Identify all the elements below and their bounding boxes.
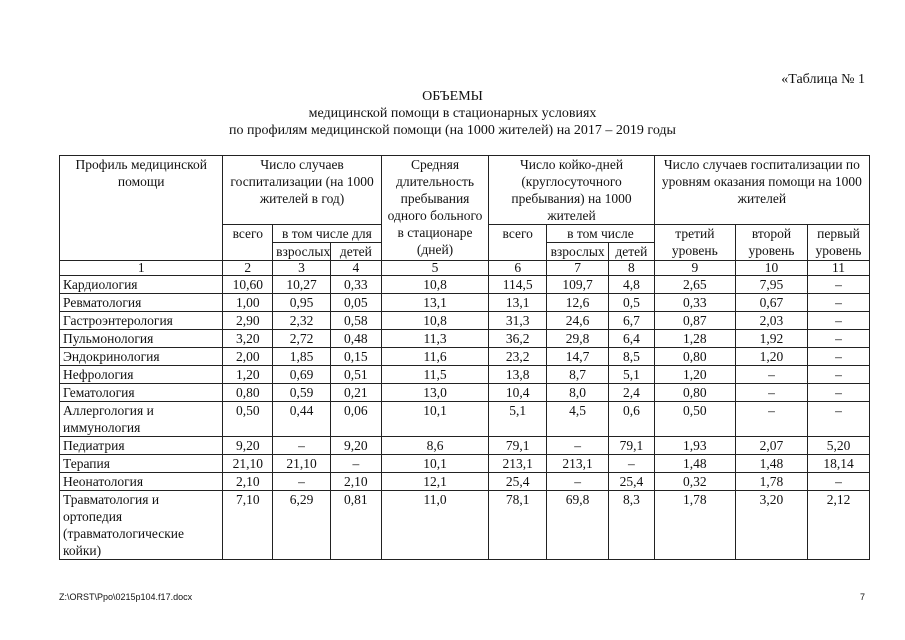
table-cell: 0,6 [609,402,655,437]
table-cell: 21,10 [223,455,273,473]
table-cell: 24,6 [547,312,609,330]
table-cell: 13,0 [381,384,489,402]
table-cell: 6,7 [609,312,655,330]
table-cell: 78,1 [489,491,547,560]
table-cell: 0,33 [654,294,735,312]
column-number: 9 [654,261,735,276]
page-number: 7 [859,592,865,602]
table-cell: 13,1 [381,294,489,312]
table-cell: 0,81 [330,491,381,560]
document-subtitle: медицинской помощи в стационарных условиях [308,106,597,121]
table-cell: 0,80 [654,348,735,366]
table-cell: 8,3 [609,491,655,560]
column-number: 7 [547,261,609,276]
row-profile-name: Гематология [60,384,223,402]
table-cell: 1,20 [735,348,807,366]
header-bed-days-adults: взрослых [547,243,609,261]
table-row [60,384,870,402]
header-avg-stay: Средняя длительность пребывания одного больного в стационаре (дней) [381,156,489,261]
table-cell: – [735,384,807,402]
table-cell: 0,50 [654,402,735,437]
table-cell: 11,0 [381,491,489,560]
table-cell: 8,7 [547,366,609,384]
table-cell: 10,8 [381,312,489,330]
table-row [60,294,870,312]
column-number: 10 [735,261,807,276]
table-cell: 0,05 [330,294,381,312]
row-profile-name: Педиатрия [60,437,223,455]
table-cell: 5,1 [609,366,655,384]
row-profile-name: Ревматология [60,294,223,312]
table-cell: 36,2 [489,330,547,348]
table-cell: 0,5 [609,294,655,312]
column-number: 11 [808,261,870,276]
table-row [60,437,870,455]
table-cell: – [808,294,870,312]
table-cell: 6,29 [273,491,331,560]
table-row [60,473,870,491]
table-row [60,348,870,366]
table-cell: 0,69 [273,366,331,384]
table-cell: 0,59 [273,384,331,402]
table-cell: 8,6 [381,437,489,455]
table-cell: 109,7 [547,276,609,294]
table-cell: 18,14 [808,455,870,473]
table-cell: 2,10 [223,473,273,491]
table-cell: 14,7 [547,348,609,366]
table-cell: 7,95 [735,276,807,294]
table-cell: 13,1 [489,294,547,312]
table-row [60,312,870,330]
table-cell: 2,32 [273,312,331,330]
table-cell: 10,1 [381,455,489,473]
table-cell: 10,4 [489,384,547,402]
table-cell: 0,32 [654,473,735,491]
table-cell: 213,1 [547,455,609,473]
table-cell: 1,28 [654,330,735,348]
table-row [60,330,870,348]
table-cell: 1,20 [654,366,735,384]
table-cell: 0,80 [654,384,735,402]
table-cell: 0,21 [330,384,381,402]
table-cell: 2,12 [808,491,870,560]
table-cell: 12,1 [381,473,489,491]
table-cell: 1,48 [654,455,735,473]
table-cell: 1,48 [735,455,807,473]
row-profile-name: Терапия [60,455,223,473]
volumes-table [59,155,870,560]
table-cell: 0,51 [330,366,381,384]
table-cell: – [808,348,870,366]
table-cell: 2,90 [223,312,273,330]
header-profile: Профиль медицинской помощи [60,156,223,261]
table-cell: – [808,312,870,330]
table-cell: 3,20 [735,491,807,560]
row-profile-name: Аллергология и иммунология [60,402,223,437]
header-levels-group: Число случаев госпитализации по уровням оказания помощи на 1000 жителей [654,156,869,225]
column-number: 5 [381,261,489,276]
row-profile-name: Эндокринология [60,348,223,366]
table-cell: – [808,384,870,402]
table-cell: – [547,473,609,491]
table-cell: 114,5 [489,276,547,294]
table-cell: 10,60 [223,276,273,294]
header-cases-adults: взрослых [273,243,331,261]
table-cell: 25,4 [489,473,547,491]
table-cell: 11,6 [381,348,489,366]
table-cell: 11,3 [381,330,489,348]
column-number: 6 [489,261,547,276]
table-cell: 10,27 [273,276,331,294]
header-bed-days-children: детей [609,243,655,261]
table-cell: 1,00 [223,294,273,312]
table-row [60,455,870,473]
table-cell: 1,92 [735,330,807,348]
table-cell: 4,5 [547,402,609,437]
table-cell: – [808,402,870,437]
table-cell: 9,20 [223,437,273,455]
table-cell: 5,20 [808,437,870,455]
table-cell: 9,20 [330,437,381,455]
table-cell: – [808,276,870,294]
table-cell: 13,8 [489,366,547,384]
table-cell: 2,10 [330,473,381,491]
table-cell: 0,44 [273,402,331,437]
header-second-level: второй уровень [735,225,807,261]
table-cell: 5,1 [489,402,547,437]
row-profile-name: Гастроэнтерология [60,312,223,330]
table-cell: 1,78 [654,491,735,560]
table-cell: 11,5 [381,366,489,384]
table-cell: 0,87 [654,312,735,330]
header-bed-days-group: Число койко-дней (круглосуточного пребывания) на 1000 жителей [489,156,654,225]
table-cell: 2,72 [273,330,331,348]
header-bed-days-total: всего [489,225,547,261]
table-cell: 1,85 [273,348,331,366]
table-cell: 0,48 [330,330,381,348]
table-cell: – [273,473,331,491]
table-cell: 23,2 [489,348,547,366]
table-cell: 8,0 [547,384,609,402]
table-cell: 2,03 [735,312,807,330]
row-profile-name: Пульмонология [60,330,223,348]
table-cell: – [609,455,655,473]
table-cell: 2,00 [223,348,273,366]
table-cell: 79,1 [609,437,655,455]
table-cell: 1,93 [654,437,735,455]
table-cell: 1,20 [223,366,273,384]
row-profile-name: Кардиология [60,276,223,294]
table-cell: 7,10 [223,491,273,560]
header-first-level: первый уровень [808,225,870,261]
table-cell: 69,8 [547,491,609,560]
header-cases-children: детей [330,243,381,261]
table-cell: 4,8 [609,276,655,294]
row-profile-name: Неонатология [60,473,223,491]
table-cell: – [735,402,807,437]
table-cell: – [547,437,609,455]
table-cell: 2,07 [735,437,807,455]
table-cell: – [808,330,870,348]
table-cell: 21,10 [273,455,331,473]
table-cell: 25,4 [609,473,655,491]
table-cell: – [808,473,870,491]
document-subtitle-period: по профилям медицинской помощи (на 1000 жителей) на 2017 – 2019 годы [229,123,676,138]
table-cell: 29,8 [547,330,609,348]
table-cell: 10,1 [381,402,489,437]
table-cell: 0,33 [330,276,381,294]
table-row [60,402,870,437]
header-third-level: третий уровень [654,225,735,261]
document-title: ОБЪЕМЫ [422,89,483,104]
column-number: 8 [609,261,655,276]
column-number: 3 [273,261,331,276]
table-cell: 0,67 [735,294,807,312]
table-row [60,491,870,560]
table-cell: – [273,437,331,455]
table-cell: – [330,455,381,473]
table-cell: – [808,366,870,384]
column-number: 1 [60,261,223,276]
table-row [60,276,870,294]
table-cell: 6,4 [609,330,655,348]
table-cell: 0,95 [273,294,331,312]
table-cell: 1,78 [735,473,807,491]
table-cell: 79,1 [489,437,547,455]
table-cell: 10,8 [381,276,489,294]
table-cell: 31,3 [489,312,547,330]
table-cell: 12,6 [547,294,609,312]
table-cell: 0,06 [330,402,381,437]
table-cell: 213,1 [489,455,547,473]
table-cell: 0,58 [330,312,381,330]
column-number: 4 [330,261,381,276]
table-body [60,276,870,560]
table-cell: 8,5 [609,348,655,366]
header-cases-total: всего [223,225,273,261]
header-bed-days-including: в том числе [547,225,655,243]
header-cases-including: в том числе для [273,225,382,243]
row-profile-name: Травматология и ортопедия (травматологические койки) [60,491,223,560]
table-cell: 3,20 [223,330,273,348]
header-cases-group: Число случаев госпитализации (на 1000 жителей в год) [223,156,381,225]
table-cell: 0,15 [330,348,381,366]
row-profile-name: Нефрология [60,366,223,384]
table-cell: – [735,366,807,384]
column-number-row [60,261,870,276]
table-row [60,366,870,384]
table-cell: 2,65 [654,276,735,294]
file-path: Z:\ORST\Ppo\0215p104.f17.docx [59,592,193,602]
column-number: 2 [223,261,273,276]
table-cell: 2,4 [609,384,655,402]
table-cell: 0,80 [223,384,273,402]
table-number-label: «Таблица № 1 [781,72,865,87]
table-cell: 0,50 [223,402,273,437]
